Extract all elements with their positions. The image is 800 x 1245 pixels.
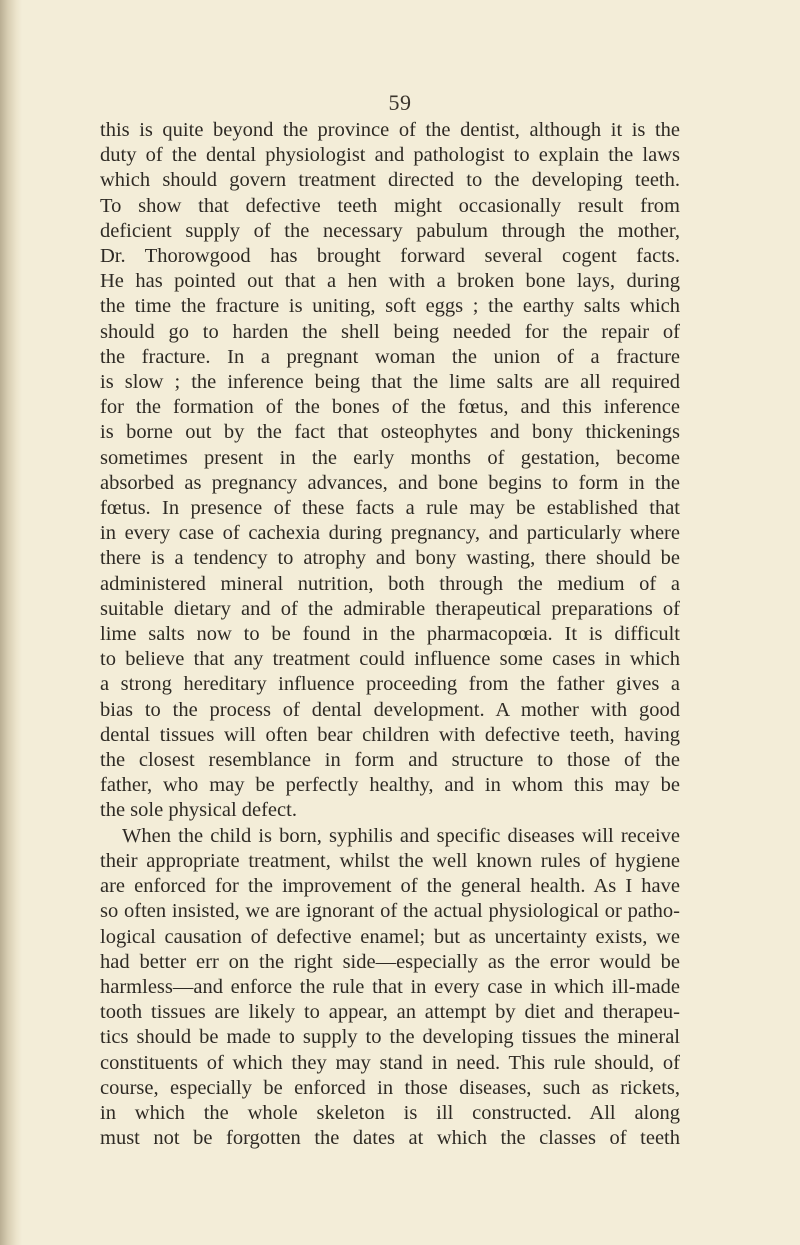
text-line: logical causation of defective enamel; but as uncertainty exists, we	[100, 925, 680, 948]
text-line: their appropriate treatment, whilst the well known rules of hygiene	[100, 849, 680, 872]
text-line: lime salts now to be found in the pharmacopœia. It is difficult	[100, 623, 680, 646]
text-line: the sole physical defect.	[100, 799, 297, 822]
text-line: To show that defective teeth might occasionally result from	[100, 194, 680, 217]
text-line: constituents of which they may stand in need. This rule should, of	[100, 1051, 680, 1074]
text-line: the fracture. In a pregnant woman the union of a fracture	[100, 345, 680, 368]
text-line: harmless—and enforce the rule that in every case in which ill-made	[100, 975, 680, 998]
text-line: to believe that any treatment could influence some cases in which	[100, 648, 680, 671]
text-line: fœtus. In presence of these facts a rule may be established that	[100, 497, 680, 520]
text-line: dental tissues will often bear children with defective teeth, having	[100, 723, 680, 746]
text-line: is slow ; the inference being that the lime salts are all required	[100, 371, 680, 394]
text-line: had better err on the right side—especially as the error would be	[100, 950, 680, 973]
text-line: are enforced for the improvement of the general health. As I have	[100, 875, 680, 898]
text-line: in every case of cachexia during pregnancy, and particularly where	[100, 522, 680, 545]
body-text	[100, 118, 680, 1151]
page-number: 59	[388, 90, 412, 115]
text-line: duty of the dental physiologist and pathologist to explain the laws	[100, 144, 680, 167]
text-line: which should govern treatment directed to the developing teeth.	[100, 169, 680, 192]
page-gutter-shadow	[0, 0, 22, 1245]
text-line: administered mineral nutrition, both through the medium of a	[100, 572, 680, 595]
text-line: Dr. Thorowgood has brought forward several cogent facts.	[100, 245, 680, 268]
text-line: the closest resemblance in form and structure to those of the	[100, 749, 680, 772]
text-line: course, especially be enforced in those diseases, such as rickets,	[100, 1076, 680, 1099]
text-line: so often insisted, we are ignorant of the actual physiological or patho-	[100, 900, 680, 923]
text-line: for the formation of the bones of the fœtus, and this inference	[100, 396, 680, 419]
text-line: When the child is born, syphilis and specific diseases will receive	[122, 824, 680, 847]
text-line: sometimes present in the early months of gestation, become	[100, 446, 680, 469]
text-line: absorbed as pregnancy advances, and bone begins to form in the	[100, 471, 680, 494]
text-line: tooth tissues are likely to appear, an attempt by diet and therapeu-	[100, 1001, 680, 1024]
text-line: bias to the process of dental development. A mother with good	[100, 698, 680, 721]
text-line: the time the fracture is uniting, soft eggs ; the earthy salts which	[100, 295, 680, 318]
text-line: tics should be made to supply to the developing tissues the mineral	[100, 1026, 680, 1049]
text-line: this is quite beyond the province of the dentist, although it is the	[100, 119, 680, 141]
text-line: suitable dietary and of the admirable therapeutical preparations of	[100, 597, 680, 620]
text-line: father, who may be perfectly healthy, and in whom this may be	[100, 774, 680, 797]
text-line: is borne out by the fact that osteophytes and bony thickenings	[100, 421, 680, 444]
text-line: there is a tendency to atrophy and bony wasting, there should be	[100, 547, 680, 570]
text-line: must not be forgotten the dates at which the classes of teeth	[100, 1127, 680, 1150]
text-line: should go to harden the shell being needed for the repair of	[100, 320, 680, 343]
text-line: in which the whole skeleton is ill constructed. All along	[100, 1101, 680, 1124]
text-line: He has pointed out that a hen with a broken bone lays, during	[100, 270, 680, 293]
text-line: deficient supply of the necessary pabulum through the mother,	[100, 219, 680, 242]
text-line: a strong hereditary influence proceeding from the father gives a	[100, 673, 680, 696]
